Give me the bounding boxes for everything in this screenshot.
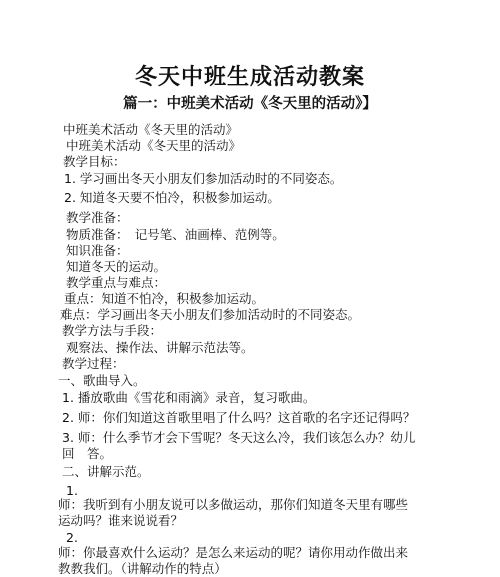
body-line: 1. 学习画出冬天小朋友们参加活动时的不同姿态。 (64, 171, 343, 186)
body-line: 师：我听到有小朋友说可以多做运动，那你们知道冬天里有哪些 (58, 497, 409, 512)
body-line: 难点：学习画出冬天小朋友们参加活动时的不同姿态。 (60, 307, 361, 322)
body-line: 教学目标： (63, 154, 126, 169)
body-line: 物质准备： 记号笔、油画棒、范例等。 (66, 227, 285, 242)
body-line: 2. 师：你们知道这首歌里唱了什么吗？这首歌的名字还记得吗？ (62, 410, 416, 425)
body-line: 教学过程： (62, 356, 125, 371)
body-line: 重点：知道不怕冷，积极参加运动。 (64, 291, 265, 306)
body-line: 运动吗？谁来说说看？ (58, 513, 184, 528)
body-line: 师：你最喜欢什么运动？是怎么来运动的呢？请你用动作做出来 (58, 545, 409, 560)
body-line: 教学准备： (66, 210, 129, 225)
body-line: 教学方法与手段： (62, 323, 163, 338)
document-subtitle: 篇一：中班美术活动《冬天里的活动》】 (123, 96, 377, 112)
body-line: 教学重点与难点： (66, 275, 167, 290)
body-line: 中班美术活动《冬天里的活动》 (63, 122, 239, 137)
body-line: 3. 师：什么季节才会下雪呢？冬天这么冷，我们该怎么办？幼儿 (62, 430, 416, 445)
body-line: 2. 知道冬天要不怕冷，积极参加运动。 (64, 190, 280, 205)
document-title: 冬天中班生成活动教案 (134, 65, 365, 90)
body-line: 教教我们。（讲解动作的特点） (58, 561, 227, 576)
body-line: 回 答。 (62, 446, 113, 461)
body-line: 知道冬天的运动。 (66, 259, 167, 274)
body-line: 知识准备： (66, 243, 129, 258)
body-line: 2. (66, 530, 78, 545)
body-line: 1. 播放歌曲《雪花和雨滴》录音，复习歌曲。 (62, 390, 316, 405)
body-line: 二、讲解示范。 (62, 464, 150, 479)
body-line: 1. (66, 483, 78, 498)
body-line: 观察法、操作法、讲解示范法等。 (66, 340, 254, 355)
body-line: 中班美术活动《冬天里的活动》 (66, 138, 242, 153)
body-line: 一、歌曲导入。 (58, 373, 146, 388)
